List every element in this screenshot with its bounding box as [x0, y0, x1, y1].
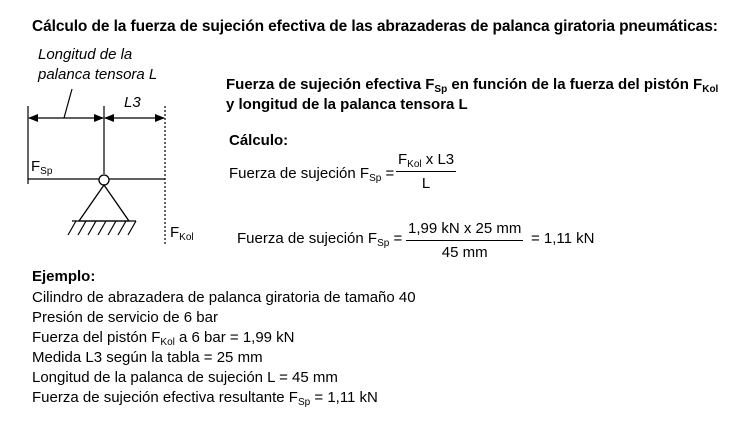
numerator-sub: Kol [407, 159, 422, 170]
worked-formula-eq: = [389, 230, 403, 247]
ejemplo-line-1: Cilindro de abrazadera de palanca giratoria de tamaño 40 [32, 289, 416, 306]
heading-sub2: Kol [702, 84, 719, 95]
fsp-label-main: F [31, 158, 41, 175]
numerator-rest: x L3 [421, 151, 455, 168]
calculo-label: Cálculo: [229, 132, 289, 149]
l3-label: L3 [124, 94, 141, 111]
general-formula-text: Fuerza de sujeción F [229, 165, 370, 182]
numerator-f: F [398, 151, 408, 168]
heading-sub1: Sp [434, 84, 448, 95]
ejemplo-label: Ejemplo: [32, 268, 96, 285]
worked-formula-prefix [237, 230, 402, 247]
general-formula-eq: = [381, 165, 395, 182]
ejemplo-line-2: Presión de servicio de 6 bar [32, 309, 218, 326]
lever-length-label-line1: Longitud de la [38, 46, 133, 63]
ejemplo-line-5: Longitud de la palanca de sujeción L = 45 mm [32, 369, 338, 386]
general-formula-fraction [396, 151, 456, 192]
ejemplo-line-3-sub: Kol [160, 337, 175, 348]
ejemplo-line-6-part1: Fuerza de sujeción efectiva resultante F [32, 389, 298, 406]
lever-length-label-line2: palanca tensora L [38, 66, 158, 83]
worked-formula-denominator: 45 mm [441, 244, 488, 261]
lever-drawing [20, 44, 210, 254]
general-formula-numerator [396, 151, 456, 172]
ejemplo-line-3-part1: Fuerza del pistón F [32, 329, 161, 346]
worked-formula-fraction [406, 220, 523, 261]
ejemplo-line-3-part2: a 6 bar = 1,99 kN [174, 329, 295, 346]
formula-heading [226, 76, 718, 93]
page-title: Cálculo de la fuerza de sujeción efectiva de las abrazaderas de palanca giratoria pneumáticas: [32, 18, 718, 35]
heading-part2: en función de la fuerza del pistón F [447, 76, 703, 93]
heading-part1: Fuerza de sujeción efectiva F [226, 76, 435, 93]
fkol-label-main: F [170, 224, 180, 241]
ejemplo-line-3 [32, 328, 416, 348]
general-formula-prefix [229, 165, 394, 182]
general-formula-denominator: L [421, 175, 431, 192]
ejemplo-line-6-sub: Sp [297, 397, 311, 408]
ejemplo-line-4: Medida L3 según la tabla = 25 mm [32, 349, 263, 366]
ejemplo-list [32, 288, 416, 408]
fsp-label [31, 158, 52, 175]
formula-heading-line2: y longitud de la palanca tensora L [226, 96, 468, 113]
ejemplo-line-6 [32, 388, 416, 408]
worked-formula-text: Fuerza de sujeción F [237, 230, 378, 247]
worked-formula-result: = 1,11 kN [531, 230, 595, 247]
general-formula-sub: Sp [369, 173, 382, 184]
fkol-label-sub: Kol [179, 232, 194, 243]
fsp-label-sub: Sp [40, 166, 53, 177]
worked-formula-numerator: 1,99 kN x 25 mm [406, 220, 523, 241]
worked-formula-sub: Sp [377, 238, 390, 249]
lever-diagram [20, 44, 210, 254]
ejemplo-line-6-part2: = 1,11 kN [310, 389, 378, 406]
fkol-label [170, 224, 194, 241]
